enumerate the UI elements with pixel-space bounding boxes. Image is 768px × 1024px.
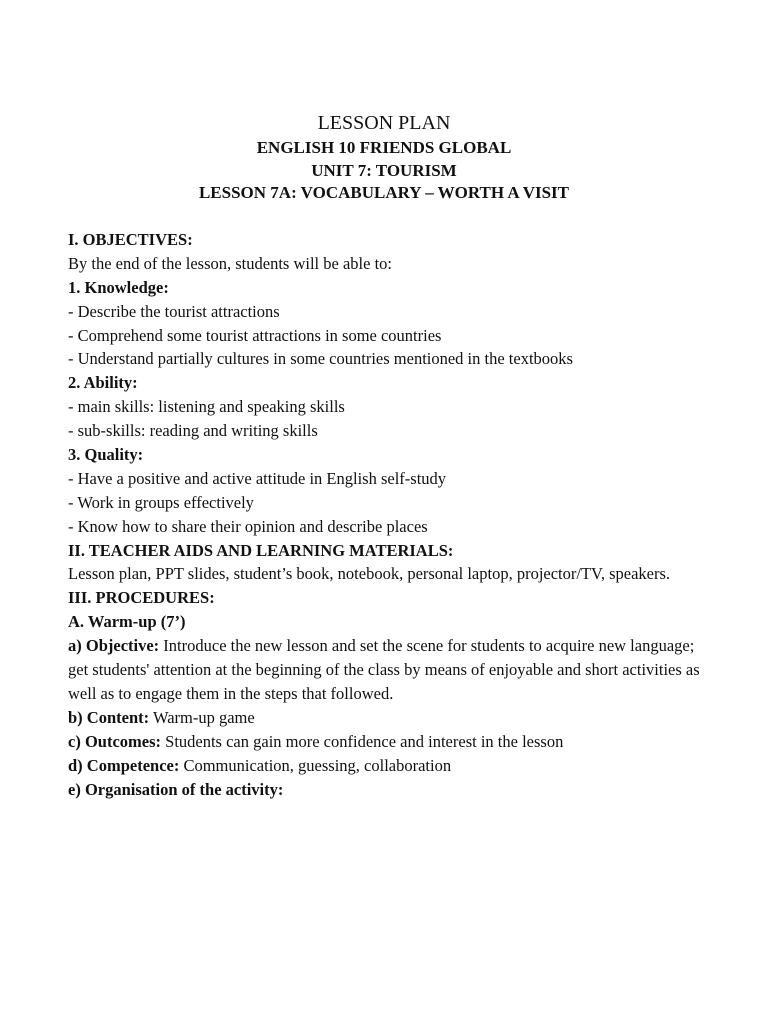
- ability-item: - main skills: listening and speaking skills: [68, 397, 345, 417]
- objective-text: Introduce the new lesson and set the scene for students to acquire new language; get students' attention at the beginning of the class by means of enjoyable and short activities as well as to engage them in the steps that followed.: [68, 636, 700, 703]
- knowledge-item: - Describe the tourist attractions: [68, 301, 280, 321]
- warmup-outcomes: [68, 730, 708, 754]
- quality-item: - Have a positive and active attitude in English self-study: [68, 468, 447, 488]
- warmup-organisation: e) Organisation of the activity:: [68, 779, 284, 799]
- objectives-heading: I. OBJECTIVES:: [68, 230, 193, 249]
- document-body: [68, 228, 708, 801]
- quality-heading: 3. Quality:: [68, 445, 144, 465]
- objectives-intro: By the end of the lesson, students will be able to:: [68, 253, 392, 273]
- objective-label: a) Objective:: [68, 636, 160, 656]
- warmup-competence: [68, 754, 708, 778]
- quality-item: - Work in groups effectively: [68, 492, 254, 512]
- course-title: ENGLISH 10 FRIENDS GLOBAL: [256, 138, 512, 157]
- outcomes-label: c) Outcomes:: [68, 731, 162, 751]
- warmup-content: [68, 706, 708, 730]
- lesson-title: LESSON 7A: VOCABULARY – WORTH A VISIT: [198, 183, 570, 202]
- unit-title: UNIT 7: TOURISM: [311, 161, 457, 180]
- ability-item: - sub-skills: reading and writing skills: [68, 421, 318, 441]
- competence-label: d) Competence:: [68, 755, 180, 775]
- warmup-objective: [68, 634, 708, 706]
- knowledge-heading: 1. Knowledge:: [68, 277, 169, 297]
- warmup-heading: A. Warm-up (7’): [68, 612, 186, 632]
- outcomes-text: Students can gain more confidence and interest in the lesson: [161, 731, 564, 751]
- procedures-heading: III. PROCEDURES:: [68, 588, 215, 608]
- ability-heading: 2. Ability:: [68, 373, 138, 393]
- quality-item: - Know how to share their opinion and describe places: [68, 516, 428, 536]
- knowledge-item: - Comprehend some tourist attractions in some countries: [68, 325, 442, 345]
- materials-heading: II. TEACHER AIDS AND LEARNING MATERIALS:: [68, 540, 454, 560]
- materials-text: Lesson plan, PPT slides, student’s book, notebook, personal laptop, projector/TV, speakers.: [68, 564, 671, 584]
- document-title: LESSON PLAN: [317, 112, 451, 134]
- knowledge-item: - Understand partially cultures in some countries mentioned in the textbooks: [68, 349, 573, 369]
- content-label: b) Content:: [68, 707, 150, 727]
- content-text: Warm-up game: [149, 707, 255, 727]
- competence-text: Communication, guessing, collaboration: [179, 755, 452, 775]
